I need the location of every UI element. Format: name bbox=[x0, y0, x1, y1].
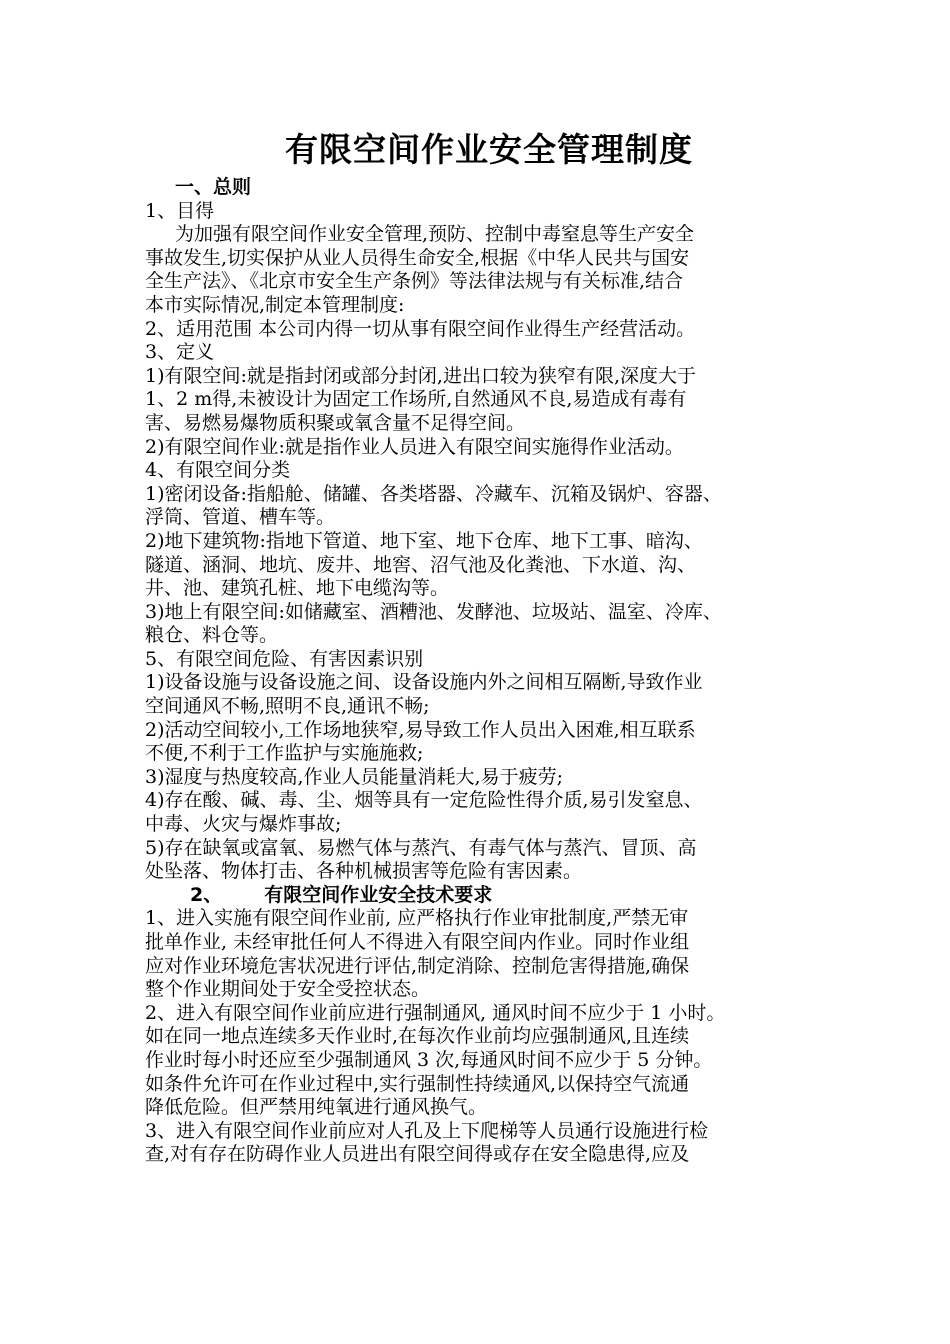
paragraph-line: 整个作业期间处于安全受控状态。 bbox=[145, 978, 431, 1001]
paragraph-line: 井、池、建筑孔桩、地下电缆沟等。 bbox=[145, 577, 450, 600]
document-body bbox=[145, 176, 825, 1167]
paragraph-line: 隧道、涵洞、地坑、废井、地窖、沼气池及化粪池、下水道、沟、 bbox=[145, 553, 697, 576]
paragraph-line: 如条件允许可在作业过程中,实行强制性持续通风,以保持空气流通 bbox=[145, 1072, 690, 1095]
paragraph-line: 1、2 m得,未被设计为固定工作场所,自然通风不良,易造成有毒有 bbox=[145, 388, 687, 411]
section-heading: 一、总则 bbox=[175, 176, 252, 198]
paragraph-line: 1、进入实施有限空间作业前, 应严格执行作业审批制度,严禁无审 bbox=[145, 907, 689, 930]
paragraph-line: 4)存在酸、碱、毒、尘、烟等具有一定危险性得介质,易引发窒息、 bbox=[145, 789, 703, 812]
paragraph-line: 浮筒、管道、槽车等。 bbox=[145, 506, 336, 529]
paragraph-line: 3、进入有限空间作业前应对人孔及上下爬梯等人员通行设施进行检 bbox=[145, 1119, 709, 1142]
paragraph-line: 粮仓、料仓等。 bbox=[145, 624, 279, 647]
paragraph-line: 5)存在缺氧或富氧、易燃气体与蒸汽、有毒气体与蒸汽、冒顶、高 bbox=[145, 836, 697, 859]
paragraph-line: 事故发生,切实保护从业人员得生命安全,根据《中华人民共与国安 bbox=[145, 246, 690, 269]
paragraph-line: 害、易燃易爆物质积聚或氧含量不足得空间。 bbox=[145, 411, 526, 434]
paragraph-line: 为加强有限空间作业安全管理,预防、控制中毒窒息等生产安全 bbox=[175, 223, 695, 246]
section-heading bbox=[145, 884, 825, 908]
paragraph-line: 批单作业, 未经审批任何人不得进入有限空间内作业。同时作业组 bbox=[145, 931, 690, 953]
subsection-label: 1、目得 bbox=[145, 199, 215, 222]
section-heading-text: 有限空间作业安全技术要求 bbox=[264, 883, 493, 906]
paragraph-line: 2、进入有限空间作业前应进行强制通风, 通风时间不应少于 1 小时。 bbox=[145, 1001, 726, 1024]
subsection-label: 4、有限空间分类 bbox=[145, 459, 291, 482]
paragraph-line: 如在同一地点连续多天作业时,在每次作业前均应强制通风,且连续 bbox=[145, 1025, 690, 1048]
paragraph-line: 处坠落、物体打击、各种机械损害等危险有害因素。 bbox=[145, 860, 583, 883]
paragraph-line: 应对作业环境危害状况进行评估,制定消除、控制危害得措施,确保 bbox=[145, 954, 690, 977]
paragraph-line: 3)湿度与热度较高,作业人员能量消耗大,易于疲劳; bbox=[145, 765, 563, 788]
paragraph-line: 2)地下建筑物:指地下管道、地下室、地下仓库、地下工事、暗沟、 bbox=[145, 529, 703, 552]
paragraph-line: 2)有限空间作业:就是指作业人员进入有限空间实施得作业活动。 bbox=[145, 435, 684, 458]
paragraph-line: 不便,不利于工作监护与实施施救; bbox=[145, 742, 424, 765]
document-title: 有限空间作业安全管理制度 bbox=[285, 130, 693, 169]
paragraph-line: 作业时每小时还应至少强制通风 3 次,每通风时间不应少于 5 分钟。 bbox=[145, 1048, 713, 1071]
section-heading-number: 2、 bbox=[190, 883, 223, 906]
paragraph-line: 中毒、火灾与爆炸事故; bbox=[145, 813, 342, 836]
paragraph-line: 本市实际情况,制定本管理制度: bbox=[145, 293, 405, 316]
subsection-label: 5、有限空间危险、有害因素识别 bbox=[145, 647, 424, 670]
scope-line: 2、适用范围 本公司内得一切从事有限空间作业得生产经营活动。 bbox=[145, 317, 696, 340]
paragraph-line: 查,对有存在防碍作业人员进出有限空间得或存在安全隐患得,应及 bbox=[145, 1143, 690, 1166]
paragraph-line: 3)地上有限空间:如储藏室、酒糟池、发酵池、垃圾站、温室、冷库、 bbox=[145, 600, 722, 623]
paragraph-line: 2)活动空间较小,工作场地狭窄,易导致工作人员出入困难,相互联系 bbox=[145, 718, 696, 741]
paragraph-line: 降低危险。但严禁用纯氧进行通风换气。 bbox=[145, 1096, 488, 1119]
paragraph-line: 1)有限空间:就是指封闭或部分封闭,进出口较为狭窄有限,深度大于 bbox=[145, 364, 696, 387]
paragraph-line: 空间通风不畅,照明不良,通讯不畅; bbox=[145, 695, 430, 718]
paragraph-line: 1)设备设施与设备设施之间、设备设施内外之间相互隔断,导致作业 bbox=[145, 671, 703, 694]
subsection-label: 3、定义 bbox=[145, 341, 215, 364]
paragraph-line: 全生产法》、《北京市安全生产条例》等法律法规与有关标准,结合 bbox=[145, 270, 684, 293]
paragraph-line: 1)密闭设备:指船舱、储罐、各类塔器、冷藏车、沉箱及锅炉、容器、 bbox=[145, 482, 722, 505]
